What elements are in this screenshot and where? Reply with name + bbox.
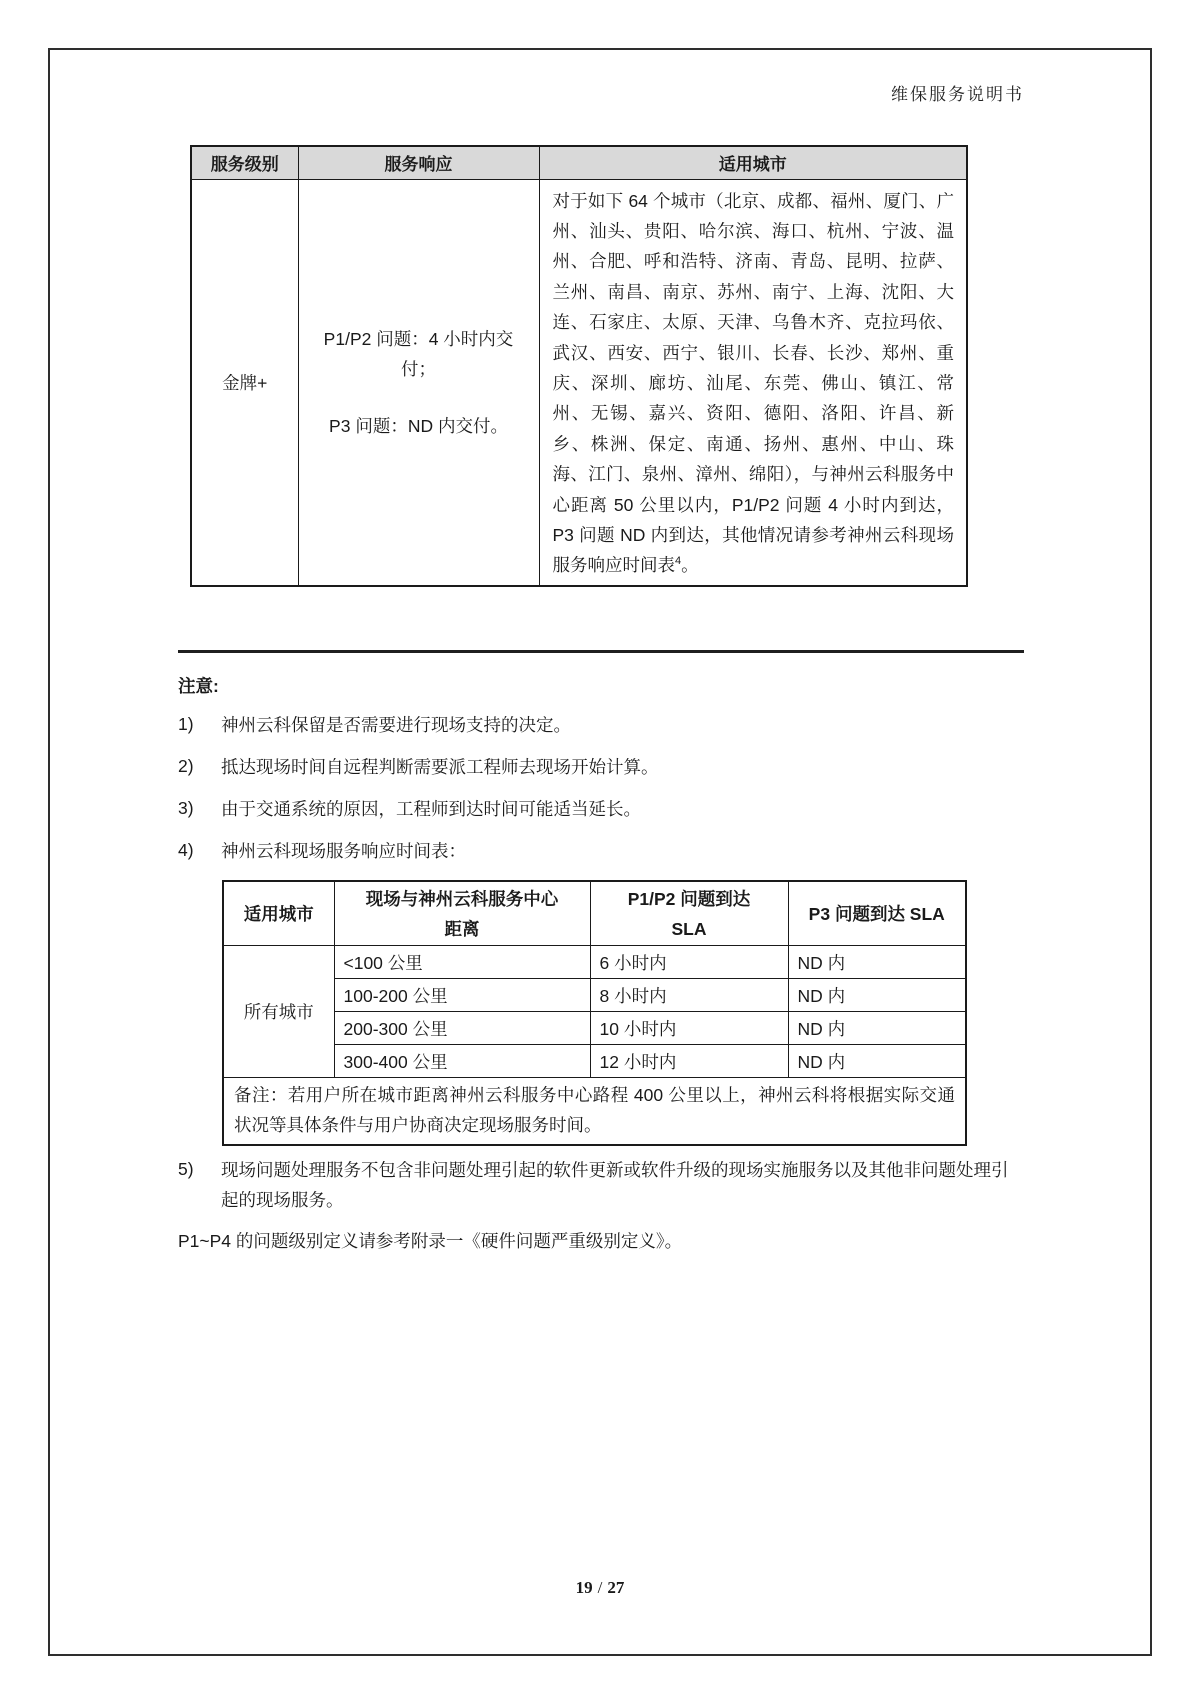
distance-cell: <100 公里 bbox=[334, 946, 590, 979]
table-row bbox=[191, 179, 967, 586]
table-row bbox=[223, 1045, 966, 1078]
p12-sla-cell: 6 小时内 bbox=[590, 946, 788, 979]
t2-header-distance bbox=[334, 881, 590, 946]
service-level-table-header-row bbox=[191, 146, 967, 179]
remark-cell: 备注：若用户所在城市距离神州云科服务中心路程 400 公里以上，神州云科将根据实际交通状况等具体条件与用户协商决定现场服务时间。 bbox=[223, 1078, 966, 1146]
city-scope-cell: 所有城市 bbox=[223, 946, 334, 1078]
service-response-cell bbox=[298, 179, 539, 586]
t1-header-applicable-city: 适用城市 bbox=[539, 146, 967, 179]
page-number bbox=[0, 1578, 1200, 1598]
notes-title: 注意: bbox=[178, 675, 219, 696]
note-text: 神州云科保留是否需要进行现场支持的决定。 bbox=[221, 714, 571, 735]
t2-header-applicable-city: 适用城市 bbox=[223, 881, 334, 946]
cities-period: 。 bbox=[681, 555, 699, 576]
note-text: 神州云科现场服务响应时间表： bbox=[221, 840, 466, 861]
table-row bbox=[223, 979, 966, 1012]
note-number: 3) bbox=[178, 797, 194, 818]
closing-reference-line: P1~P4 的问题级别定义请参考附录一《硬件问题严重级别定义》。 bbox=[178, 1231, 683, 1252]
onsite-response-time-table bbox=[222, 880, 967, 1147]
distance-cell: 200-300 公里 bbox=[334, 1012, 590, 1045]
applicable-cities-cell bbox=[539, 179, 967, 586]
p3-sla-cell: ND 内 bbox=[788, 1012, 966, 1045]
response-p3: P3 问题：ND 内交付。 bbox=[329, 415, 508, 436]
page-number-total: 27 bbox=[607, 1578, 625, 1597]
note-item-1 bbox=[178, 713, 1024, 740]
footnote-reference-4: 4 bbox=[675, 555, 682, 568]
p3-sla-cell: ND 内 bbox=[788, 979, 966, 1012]
p12-sla-cell: 8 小时内 bbox=[590, 979, 788, 1012]
note-number: 5) bbox=[178, 1159, 194, 1180]
note-text: 现场问题处理服务不包含非问题处理引起的软件更新或软件升级的现场实施服务以及其他非问题处理引起的现场服务。 bbox=[221, 1160, 1009, 1211]
note-item-3 bbox=[178, 797, 1024, 824]
distance-cell: 100-200 公里 bbox=[334, 979, 590, 1012]
page-number-separator: / bbox=[597, 1578, 603, 1597]
service-level-cell: 金牌+ bbox=[191, 179, 298, 586]
page-content bbox=[178, 145, 1024, 1256]
t2-header-distance-text: 现场与神州云科服务中心距离 bbox=[365, 888, 559, 939]
note-item-4 bbox=[178, 839, 1024, 866]
t1-header-service-level: 服务级别 bbox=[191, 146, 298, 179]
p3-sla-cell: ND 内 bbox=[788, 1045, 966, 1078]
p12-sla-cell: 12 小时内 bbox=[590, 1045, 788, 1078]
response-p12: P1/P2 问题：4 小时内交付； bbox=[323, 328, 514, 379]
response-time-header-row bbox=[223, 881, 966, 946]
table-row bbox=[223, 946, 966, 979]
remark-row bbox=[223, 1078, 966, 1146]
running-header: 维保服务说明书 bbox=[891, 85, 1024, 104]
note-number: 4) bbox=[178, 839, 194, 860]
t1-header-service-response: 服务响应 bbox=[298, 146, 539, 179]
note-number: 1) bbox=[178, 713, 194, 734]
horizontal-rule bbox=[178, 650, 1024, 653]
note-item-5 bbox=[178, 1158, 1024, 1215]
page-number-current: 19 bbox=[575, 1578, 593, 1597]
service-level-table bbox=[190, 145, 968, 587]
note-text: 由于交通系统的原因，工程师到达时间可能适当延长。 bbox=[221, 798, 641, 819]
t2-header-p3-sla: P3 问题到达 SLA bbox=[788, 881, 966, 946]
p3-sla-cell: ND 内 bbox=[788, 946, 966, 979]
p12-sla-cell: 10 小时内 bbox=[590, 1012, 788, 1045]
t2-header-p12-sla-text: P1/P2 问题到达 SLA bbox=[627, 888, 751, 939]
note-number: 2) bbox=[178, 755, 194, 776]
distance-cell: 300-400 公里 bbox=[334, 1045, 590, 1078]
cities-paragraph: 对于如下 64 个城市（北京、成都、福州、厦门、广州、汕头、贵阳、哈尔滨、海口、杭州、宁波、温州、合肥、呼和浩特、济南、青岛、昆明、拉萨、兰州、南昌、南京、苏州、南宁、上海、沈阳、大连、石家庄、太原、天津、乌鲁木齐、克拉玛依、武汉、西安、西宁、银川、长春、长沙、郑州、重庆、深圳、廊坊、汕尾、东莞、佛山、镇江、常州、无锡、嘉兴、资阳、德阳、洛阳、许昌、新乡、株洲、保定、南通、扬州、惠州、中山、珠海、江门、泉州、漳州、绵阳），与神州云科服务中心距离 50 公里以内，P1/P2 问题 4 小时内到达，P3 问题 ND 内到达，其他情况请参考神州云科现场服务响应时间表 bbox=[552, 190, 954, 576]
note-item-2 bbox=[178, 755, 1024, 782]
table-row bbox=[223, 1012, 966, 1045]
t2-header-p12-sla bbox=[590, 881, 788, 946]
note-text: 抵达现场时间自远程判断需要派工程师去现场开始计算。 bbox=[221, 756, 659, 777]
